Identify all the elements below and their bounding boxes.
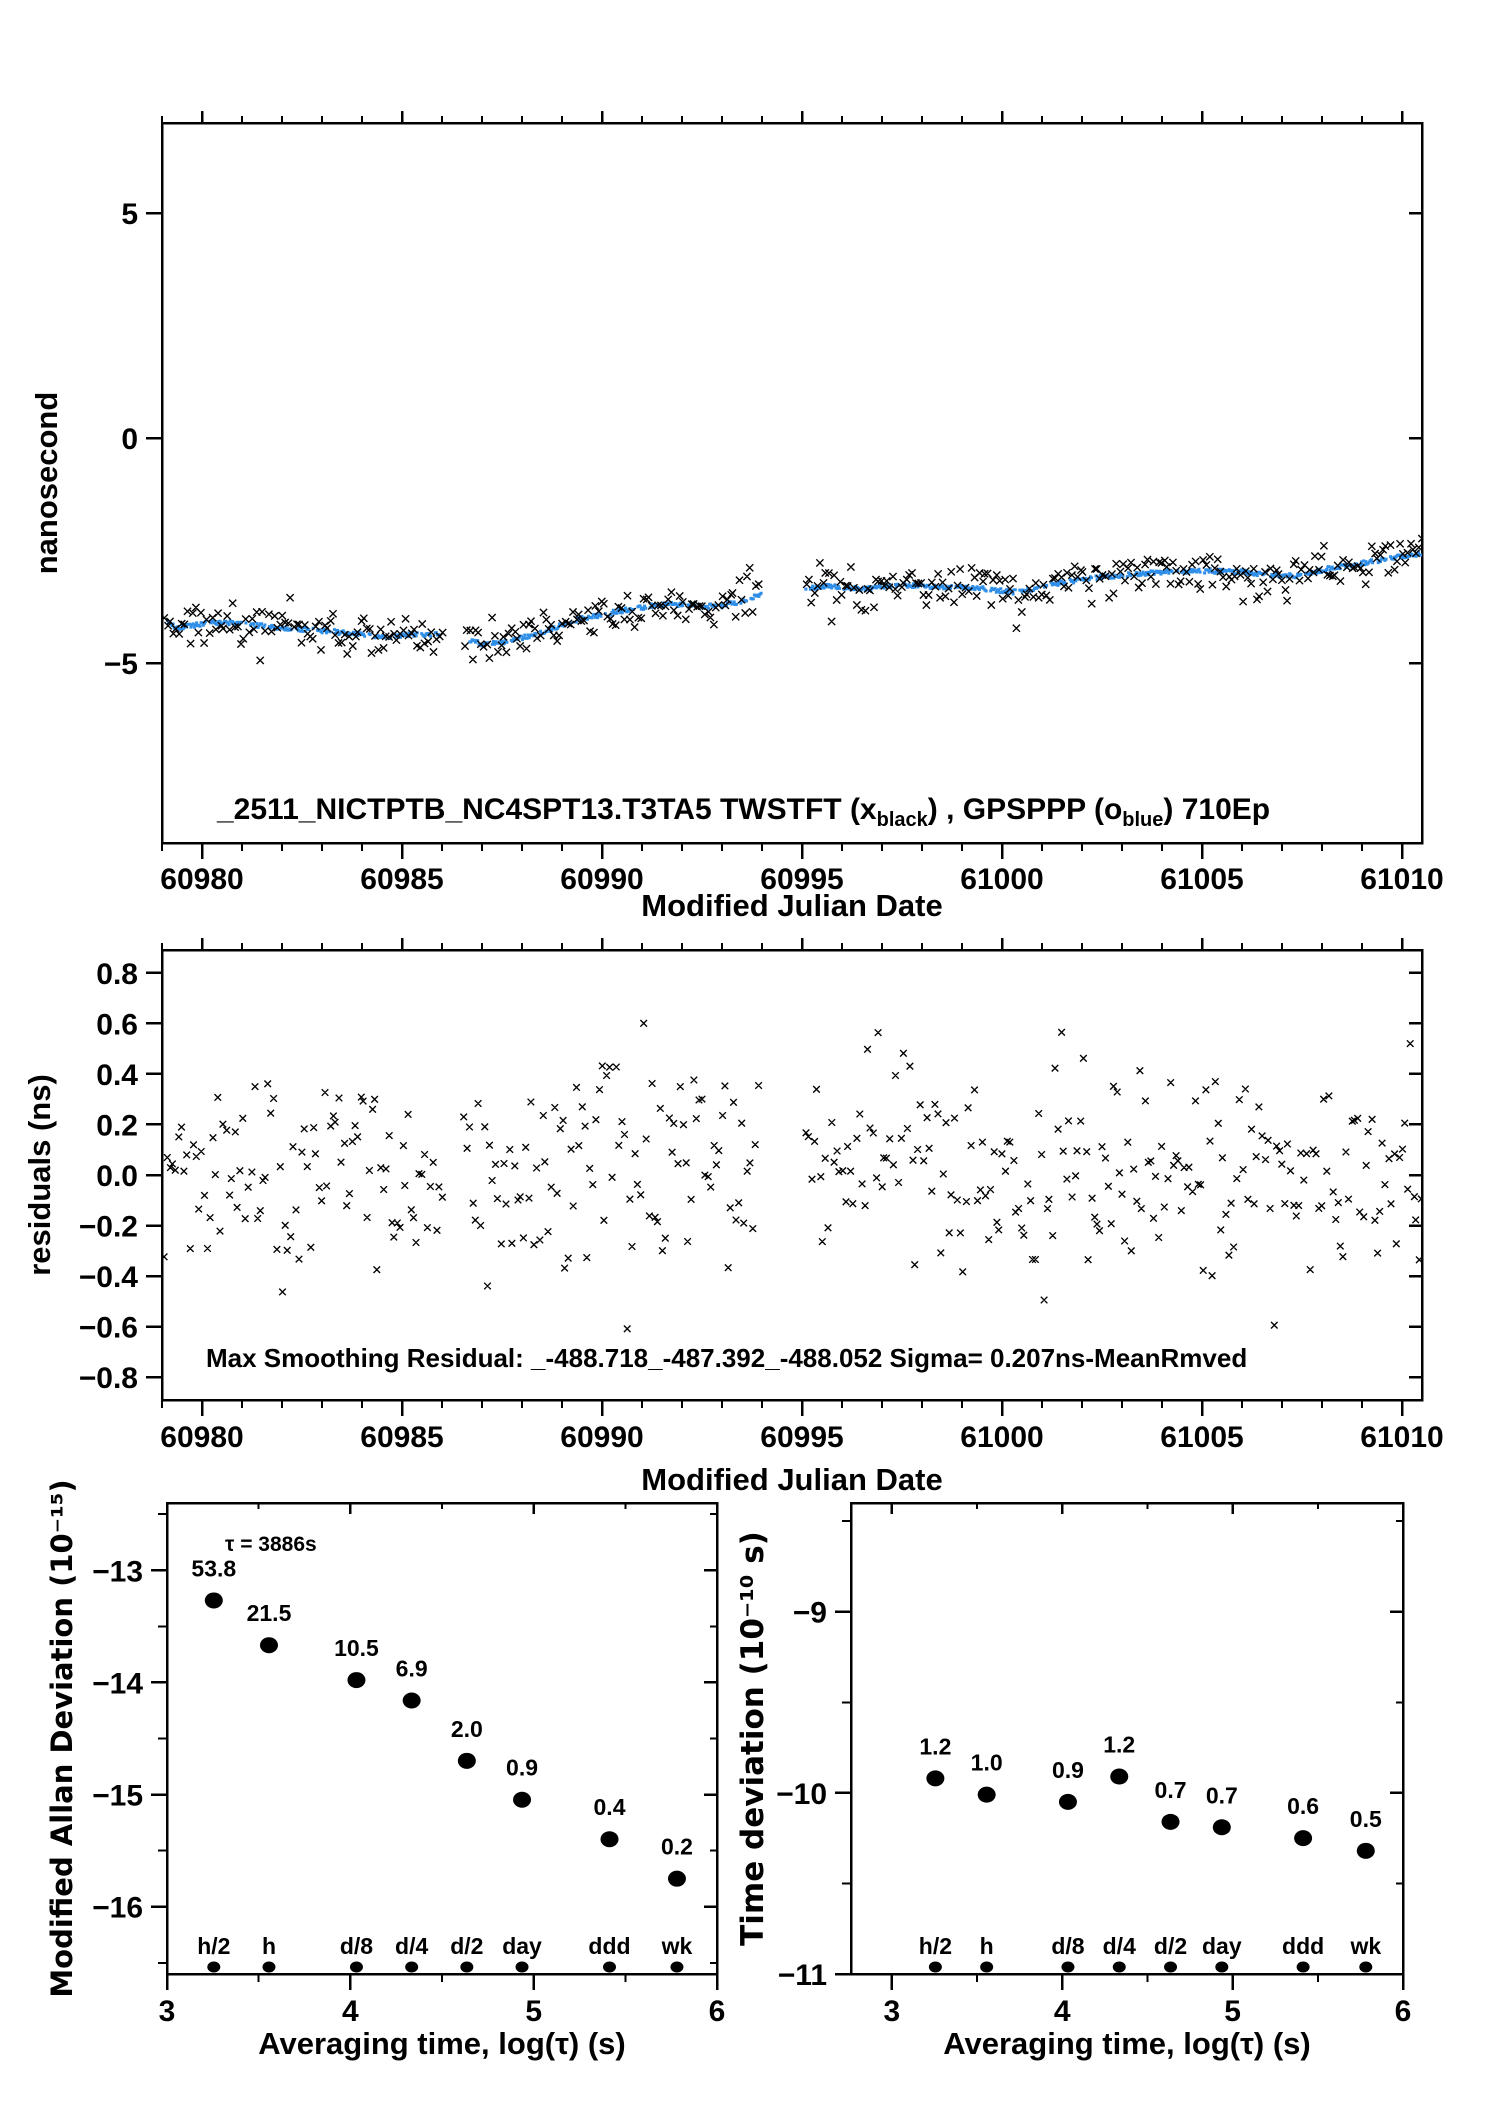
title-subscript: black	[876, 809, 928, 831]
x-tick-label: 60995	[760, 1421, 844, 1454]
x-tick-label: 61005	[1160, 863, 1244, 896]
tdev-point	[1213, 1819, 1231, 1835]
madev-point	[347, 1672, 365, 1688]
point-value-label: 0.5	[1349, 1805, 1382, 1832]
tdev-point	[978, 1787, 996, 1803]
tau-label: d/2	[450, 1933, 484, 1959]
y-tick-label: −11	[777, 1959, 827, 1992]
x-tick-label: 60995	[760, 863, 844, 896]
tau-label: d/4	[1102, 1933, 1136, 1959]
x-tick-label: 61005	[1160, 1421, 1244, 1454]
y-tick-label: −14	[92, 1667, 143, 1701]
residuals-scatter	[161, 1020, 1425, 1332]
x-tick-label: 6	[1394, 1995, 1412, 2028]
x-tick-label: 60985	[360, 1421, 444, 1454]
point-value-label: 10.5	[334, 1635, 379, 1662]
y-tick-label: −9	[792, 1596, 827, 1630]
tau-label: day	[1201, 1933, 1242, 1959]
data-layer	[161, 535, 1426, 664]
y-axis-title: Modified Allan Deviation (10⁻¹⁵)	[45, 1479, 79, 1998]
madev-point	[668, 1871, 686, 1887]
tau-marker	[1297, 1962, 1310, 1973]
tau-label: ddd	[588, 1933, 631, 1959]
x-tick-label: 61000	[960, 1421, 1044, 1454]
x-tick-label: 61010	[1360, 1421, 1444, 1454]
tau-label: h	[261, 1933, 277, 1959]
y-tick-label: −10	[776, 1777, 827, 1811]
y-tick-label: −0.2	[78, 1210, 138, 1244]
tau-marker	[929, 1962, 942, 1973]
y-axis-title: nanosecond	[29, 391, 64, 575]
y-tick-label: 0.4	[96, 1058, 138, 1092]
tau-label: ddd	[1282, 1933, 1325, 1959]
tau-label: wk	[661, 1933, 693, 1959]
y-tick-label: −15	[92, 1779, 143, 1813]
point-value-label: 21.5	[246, 1600, 292, 1627]
madev-point	[458, 1753, 476, 1769]
x-tick-label: 61000	[960, 863, 1044, 896]
tau-marker	[1215, 1962, 1228, 1973]
point-value-label: 0.4	[593, 1794, 626, 1821]
tau-marker	[1359, 1962, 1372, 1973]
twstft-scatter	[161, 535, 1426, 664]
y-tick-label: −0.4	[78, 1261, 138, 1295]
title-subscript: blue	[1122, 809, 1164, 831]
y-tick-label: 0.6	[96, 1008, 138, 1042]
point-value-label: 0.9	[1051, 1756, 1084, 1783]
tau-label: wk	[1350, 1933, 1382, 1959]
x-tick-label: 4	[341, 1995, 359, 2028]
x-tick-label: 3	[158, 1995, 176, 2028]
x-tick-label: 60990	[560, 1421, 644, 1454]
tau-marker	[460, 1962, 473, 1973]
y-tick-label: −0.6	[78, 1311, 138, 1345]
x-axis-title: Modified Julian Date	[641, 1462, 943, 1497]
point-value-label: 53.8	[191, 1555, 237, 1582]
tau-marker	[603, 1962, 616, 1973]
tau-label: d/8	[339, 1933, 374, 1959]
madev-point	[403, 1692, 421, 1708]
x-tick-label: 3	[883, 1995, 901, 2028]
y-tick-label: 0	[121, 423, 138, 456]
x-tick-label: 60980	[160, 1421, 244, 1454]
y-tick-label: 0.0	[96, 1160, 138, 1193]
tau-label: h/2	[918, 1933, 953, 1959]
tdev-point	[1162, 1814, 1180, 1830]
title-text: ) , GPSPPP (o	[927, 793, 1123, 826]
x-tick-label: 60980	[160, 863, 244, 896]
tau-label: d/8	[1051, 1933, 1085, 1959]
point-value-label: 0.6	[1287, 1793, 1320, 1820]
madev-point	[205, 1592, 223, 1608]
smoothing-residual-annotation: Max Smoothing Residual: _-488.718_-487.392_-488.052 Sigma= 0.207ns-MeanRmved	[206, 1343, 1248, 1373]
tau-annotation: τ = 3886s	[225, 1533, 317, 1556]
tau-label: h	[979, 1933, 994, 1959]
plot-title	[216, 793, 1270, 831]
x-axis-title: Modified Julian Date	[641, 888, 943, 923]
y-tick-label: 0.8	[96, 957, 138, 991]
tau-marker	[980, 1962, 993, 1973]
tdev-point	[1110, 1769, 1128, 1785]
y-tick-label: 0.2	[96, 1109, 138, 1143]
tdev-panel	[735, 1503, 1411, 2061]
x-tick-label: 60990	[560, 863, 644, 896]
point-value-label: 0.2	[660, 1833, 693, 1860]
point-value-label: 0.7	[1205, 1782, 1238, 1809]
tau-marker	[262, 1962, 275, 1973]
tdev-point	[1059, 1794, 1077, 1810]
madev-point	[601, 1831, 619, 1847]
tau-marker	[670, 1962, 683, 1973]
tau-marker	[516, 1962, 529, 1973]
tau-marker	[1113, 1962, 1126, 1973]
x-tick-label: 5	[1224, 1995, 1241, 2028]
point-value-label: 1.0	[970, 1749, 1003, 1776]
y-tick-label: 5	[121, 198, 138, 231]
y-axis-title: Time deviation (10⁻¹⁰ s)	[735, 1531, 771, 1946]
y-axis-title: residuals (ns)	[22, 1074, 57, 1276]
data-layer	[161, 1020, 1425, 1332]
point-value-label: 0.7	[1154, 1776, 1187, 1803]
tau-marker	[1061, 1962, 1074, 1973]
x-axis-title: Averaging time, log(τ) (s)	[943, 2026, 1311, 2061]
tau-marker	[1164, 1962, 1177, 1973]
tau-marker	[405, 1962, 418, 1973]
x-tick-label: 60985	[360, 863, 444, 896]
x-tick-label: 4	[1053, 1995, 1071, 2028]
y-tick-label: −5	[103, 648, 138, 681]
axes-frame	[146, 111, 1422, 859]
madev-point	[260, 1637, 278, 1653]
y-tick-label: −0.8	[78, 1362, 138, 1396]
x-axis-title: Averaging time, log(τ) (s)	[258, 2026, 626, 2061]
y-tick-label: −16	[92, 1891, 143, 1925]
tau-label: h/2	[197, 1933, 231, 1959]
x-tick-label: 5	[525, 1995, 543, 2028]
point-value-label: 0.9	[506, 1754, 539, 1781]
tdev-point	[926, 1770, 944, 1786]
tau-marker	[207, 1962, 220, 1973]
point-value-label: 2.0	[450, 1715, 483, 1742]
tau-label: d/2	[1153, 1933, 1188, 1959]
tdev-point	[1294, 1830, 1312, 1846]
point-value-label: 1.2	[919, 1733, 952, 1760]
title-text: _2511_NICTPTB_NC4SPT13.T3TA5 TWSTFT (x	[217, 793, 877, 826]
residuals-panel	[22, 938, 1444, 1497]
tau-label: day	[502, 1933, 542, 1959]
y-tick-label: −13	[92, 1555, 143, 1589]
phase-comparison-panel	[29, 111, 1444, 923]
x-tick-label: 6	[708, 1995, 726, 2028]
point-value-label: 1.2	[1103, 1731, 1136, 1758]
tdev-point	[1357, 1843, 1375, 1859]
madev-point	[513, 1792, 531, 1808]
madev-panel	[45, 1479, 725, 2061]
tau-label: d/4	[395, 1933, 429, 1959]
x-tick-label: 61010	[1360, 863, 1444, 896]
point-value-label: 6.9	[395, 1655, 428, 1682]
tau-marker	[350, 1962, 363, 1973]
title-text: ) 710Ep	[1163, 793, 1271, 826]
